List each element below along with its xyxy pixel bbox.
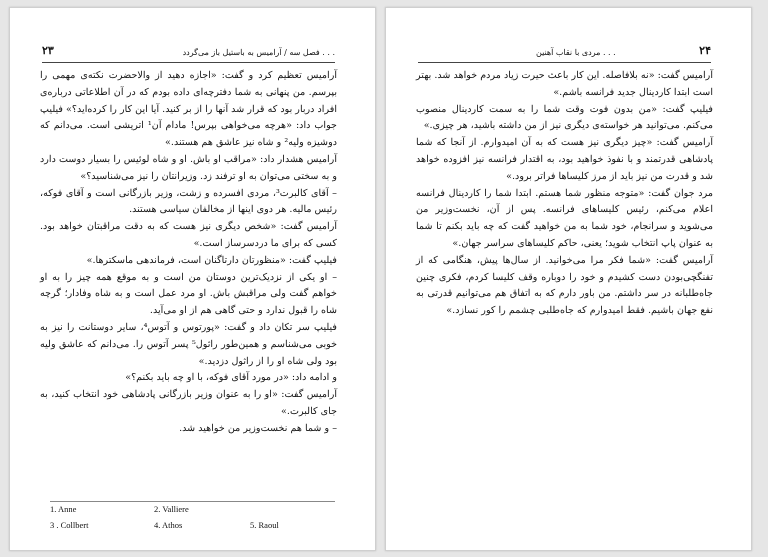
paragraph: آرامیس هشدار داد: «مراقب او باش. او و شاه لوئیس را بسیار دوست دارد و به سختی می‌توان به او ترفند زد. وزیرانتان را نیز می‌شناسید؟» bbox=[40, 153, 337, 182]
footnotes bbox=[50, 501, 335, 538]
page-number: ۲۳ bbox=[42, 44, 54, 57]
paragraph: آرامیس گفت: «نه بلافاصله. این کار باعث حیرت زیاد مردم خواهد شد. بهتر است ابتدا کاردینال جدید فرانسه باشم.» bbox=[416, 70, 713, 98]
footnote: 3 . Collbert bbox=[50, 520, 89, 530]
left-page-header bbox=[42, 44, 335, 63]
right-page-body bbox=[416, 68, 713, 320]
paragraph: آرامیس تعظیم کرد و گفت: «اجازه دهید از والاحضرت نکته‌ی مهمی را بپرسم. من پنهانی به شما دفترچه‌ای داده بودم که در آن اطلاعاتی درباره‌ی افراد دربار بود که قرار شد آنها را از بر کنید. آیا این کار را کرده‌اید؟» فیلیپ جواب داد: «هرچه می‌خواهی بپرس! مادام آن¹ اتریشی است. می‌دانم که دوشیزه ولیه² و شاه نیز عاشق هم هستند.» bbox=[40, 70, 337, 149]
running-head: فصل سه / آرامیس به باستیل باز می‌گردد . . . bbox=[182, 48, 335, 57]
left-page-body bbox=[40, 68, 337, 438]
running-head: مردی با نقاب آهنین . . . bbox=[536, 48, 616, 57]
paragraph: آرامیس گفت: «شخص دیگری نیز هست که به دقت مراقبتان خواهد بود. کسی که برای ما دردسرساز است.» bbox=[40, 221, 337, 249]
footnote: 2. Valliere bbox=[154, 504, 189, 514]
paragraph: فیلیپ گفت: «من بدون فوت وقت شما را به سمت کاردینال منصوب می‌کنم. می‌توانید هر خواسته‌ی دیگری نیز از من داشته باشید، هر چیزی.» bbox=[416, 103, 713, 132]
footnote: 4. Athos bbox=[154, 520, 183, 530]
paragraph: آرامیس گفت: «شما فکر مرا می‌خوانید. از سال‌ها پیش، هنگامی که از تفنگچی‌بودن دست کشیدم و خود را دوباره وقف کلیسا کردم، فکری چنین جاه‌طلبانه در سر داشتم. من باور دارم که به اتفاق هم می‌توانیم قدرتی به نفع جهان باشیم. فقط امیدوارم که جاه‌طلبی چشمم را کور نسازد.» bbox=[416, 254, 713, 317]
paragraph: – آقای کالبرت³، مردی افسرده و زشت، وزیر بازرگانی است و آقای فوکه، رئیس مالیه. هر دوی اینها از مخالفان سیاسی هستند. bbox=[40, 187, 337, 216]
paragraph: آرامیس گفت: «چیز دیگری نیز هست که به آن امیدوارم. از آنجا که شما پادشاهی قدرتمند و با نفوذ خواهید بود، به اقتدار فرانسه نیز افزوده خواهد شد و قدرت من نیز باید از مرز کلیساها فراتر برود.» bbox=[416, 137, 713, 182]
footnote: 1. Anne bbox=[50, 504, 77, 514]
paragraph: و ادامه داد: «در مورد آقای فوکه، با او چه باید بکنم؟» bbox=[125, 372, 337, 384]
paragraph: فیلیپ سر تکان داد و گفت: «پورتوس و آتوس⁴، سایر دوستانت را نیز به خوبی می‌شناسم و همین‌طور راثول⁵ پسر آتوس را. می‌دانم که عاشق ولیه بود ولی شاه او را از راثول دزدید.» bbox=[40, 321, 338, 367]
paragraph: آرامیس گفت: «او را به عنوان وزیر بازرگانی پادشاهی خود انتخاب کنید، به جای کالبرت.» bbox=[40, 389, 337, 417]
paragraph: فیلیپ گفت: «منظورتان دارتاگنان است، فرماندهی ماسکترها.» bbox=[86, 254, 337, 266]
footnote: 5. Raoul bbox=[250, 520, 279, 530]
page-number: ۲۴ bbox=[699, 44, 711, 57]
left-page bbox=[9, 7, 376, 551]
right-page bbox=[385, 7, 752, 551]
paragraph: – او یکی از نزدیک‌ترین دوستان من است و به موقع همه چیز را به او خواهم گفت ولی مراقبش باش. او مرد عمل است و به شاه وفادار؛ گرچه شاه را قبول ندارد و حتی گاهی هم از او می‌آید. bbox=[40, 271, 337, 317]
right-page-header bbox=[418, 44, 711, 63]
paragraph: مرد جوان گفت: «متوجه منظور شما هستم. ابتدا شما را کاردینال فرانسه اعلام می‌کنم، رئیس کلیساهای فرانسه. پس از آن، نخست‌وزیر من می‌شوید و سرانجام، خود شما به من خواهید گفت که چه باید بکنم تا شما به عنوان پاپ انتخاب شوید؛ یعنی، حاکم کلیساهای سراسر جهان.» bbox=[416, 187, 713, 249]
paragraph: – و شما هم نخست‌وزیر من خواهید شد. bbox=[179, 422, 337, 434]
